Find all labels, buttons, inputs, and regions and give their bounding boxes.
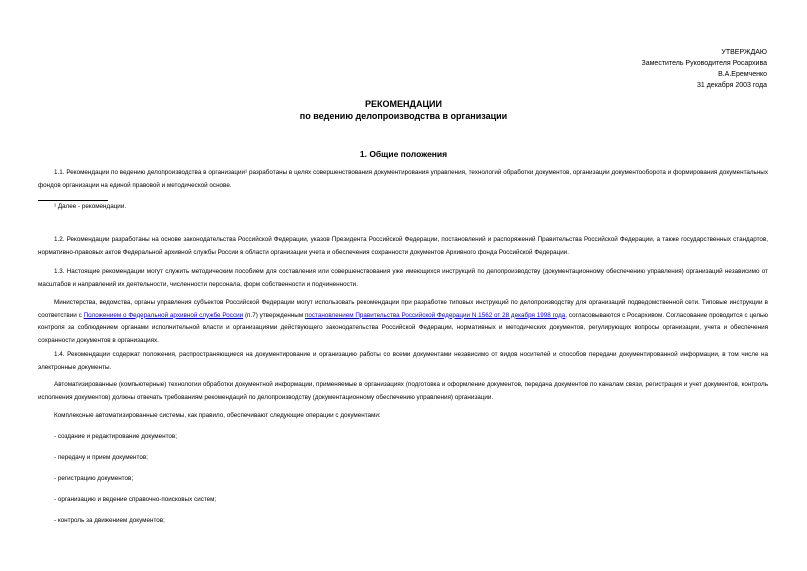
approval-stamp: УТВЕРЖДАЮ: [721, 49, 767, 56]
link-government-decree[interactable]: постановлением Правительства Российской Федерации N 1562 от 28 декабря 1998 года: [304, 311, 566, 319]
approver-position: Заместитель Руководителя Росархива: [641, 60, 767, 67]
paragraph-ministries-text-3: , согласовываются с Росархивом. Согласование проводится с целью контроля за соблюдением органами исполнительной власти и организациями действующего законодательства Российской Федерации, нормативных и методических документов, регулирующих вопросы организации, учета и обеспечения сохранности документов в организациях.: [38, 311, 769, 344]
paragraph-complex-systems: Комплексные автоматизированные системы, как правило, обеспечивают следующие операции с документами:: [54, 412, 381, 419]
document-subtitle: по ведению делопроизводства в организации: [299, 111, 508, 121]
list-item: - контроль за движением документов;: [54, 517, 165, 524]
section-heading: 1. Общие положения: [359, 149, 448, 159]
list-item: - регистрацию документов;: [54, 475, 134, 482]
list-item: - создание и редактирование документов;: [54, 433, 178, 440]
paragraph-ministries-text-2: (п.7) утвержденным: [243, 311, 305, 319]
list-item: - передачу и прием документов;: [54, 454, 148, 461]
approval-date: 31 декабря 2003 года: [696, 82, 767, 89]
paragraph-ministries: [38, 297, 768, 347]
paragraph-1-2: 1.2. Рекомендации разработаны на основе законодательства Российской Федерации, указов Президента Российской Федерации, постановлений и распоряжений Правительства Российской Федерации, а также государственных стандартов, нормативно-правовых актов Федеральной архивной службы России в области организации учета и обеспечения сохранности документов Архивного фонда Российской Федерации.: [38, 236, 768, 256]
link-archive-service-regulation[interactable]: Положением о Федеральной архивной службе России: [83, 311, 244, 319]
list-item: - организацию и ведение справочно-поисковых систем;: [54, 496, 217, 503]
paragraph-1-3: 1.3. Настоящие рекомендации могут служить методическим пособием для составления или совершенствования уже имеющихся инструкций по делопроизводству (документационному обеспечению управления) организаций независимо от масштабов и направлений их деятельности, численности персонала, форм собственности и подчиненности.: [38, 268, 768, 288]
footnote-divider: [38, 200, 108, 201]
paragraph-ministries-text-1: Министерства, ведомства, органы управления субъектов Российской Федерации могут использовать рекомендации при разработке типовых инструкций по делопроизводству для организаций подведомственной сети. Типовые инструкции в соответствии с: [38, 299, 768, 319]
paragraph-1-1: 1.1. Рекомендации по ведению делопроизводства в организации¹ разработаны в целях совершенствования документирования управления, технологий обработки документов, организации документооборота и формирования документальных фондов организации на единой правовой и методической основе.: [38, 169, 768, 189]
approver-name: В.А.Еремченко: [718, 71, 767, 78]
footnote: ¹ Далее - рекомендации.: [54, 203, 127, 210]
paragraph-automation: Автоматизированные (компьютерные) технологии обработки документной информации, применяемые в организациях (подготовка и оформление документов, передача документов по каналам связи, регистрация и учет документов, контроль исполнения документов) должны отвечать требованиям рекомендаций по делопроизводству (документационному обеспечению управления) организации.: [38, 381, 768, 401]
approval-block: [642, 47, 768, 91]
paragraph-1-4: 1.4. Рекомендации содержат положения, распространяющиеся на документирование и организацию работы со всеми документами независимо от видов носителей и способов передачи документированной информации, в том числе на электронные документы.: [38, 351, 768, 371]
document-title: РЕКОМЕНДАЦИИ: [365, 99, 442, 109]
